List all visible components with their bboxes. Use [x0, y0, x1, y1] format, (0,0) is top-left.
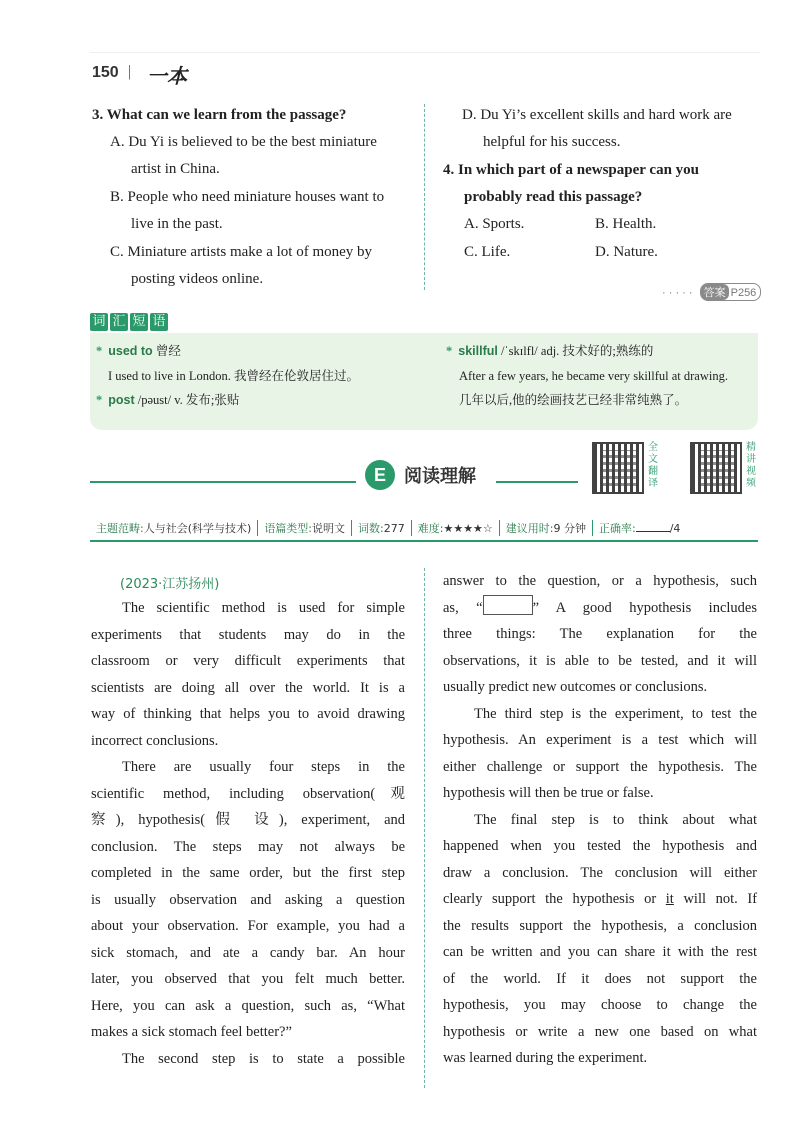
passage-line: The third step is the experiment, to test the	[474, 705, 757, 722]
vocab-box	[90, 333, 758, 430]
passage-line: answer to the question, or a hypothesis, such	[443, 573, 757, 589]
qr-translation-label: 全文翻译	[648, 442, 658, 489]
passage-left-column	[91, 595, 405, 1072]
section-letter-badge: E	[365, 460, 395, 490]
info-topic: 主题范畴:人与社会(科学与技术)	[90, 520, 258, 536]
accuracy-blank[interactable]	[636, 521, 670, 532]
passage-line: 察), hypothesis(假 设), experiment, and	[91, 812, 405, 828]
underlined-word-it: it	[665, 891, 674, 907]
q4-option-d: D. Nature.	[595, 244, 658, 260]
section-rule-left	[90, 481, 356, 483]
answer-dots: · · · · ·	[662, 287, 693, 299]
q3-option-d-cont: helpful for his success.	[483, 134, 621, 150]
q3-option-c-cont: posting videos online.	[131, 271, 264, 287]
vocab-title-char: 语	[150, 313, 168, 331]
passage-line: hypothesis, you may choose to change the	[443, 997, 757, 1013]
page-number: 150	[92, 64, 119, 81]
book-logo: 一本	[147, 64, 187, 88]
section-title: 阅读理解	[404, 466, 476, 487]
info-accuracy: 正确率: /4	[599, 522, 681, 535]
vocab-meaning: /pəust/ v. 发布;张贴	[137, 393, 240, 407]
passage-line: The scientific method is used for simple	[122, 600, 405, 616]
vocab-example: I used to live in London. 我曾经在伦敦居住过。	[108, 369, 360, 383]
q3-option-a-cont: artist in China.	[131, 161, 220, 177]
passage-line: draw a conclusion. The conclusion will either	[443, 864, 757, 881]
vocab-bullet: *	[96, 393, 103, 407]
passage-line: either challenge or support the hypothesis. The	[443, 758, 757, 775]
answer-blank-box[interactable]	[483, 595, 533, 615]
passage-line: of the world. If it does not support the	[443, 970, 757, 987]
page-header	[90, 60, 760, 90]
passage-line: observations, it is able to be tested, and it will	[443, 652, 757, 669]
qr-code-video[interactable]	[690, 442, 742, 494]
vocab-item-post	[96, 390, 239, 410]
passage-line: The final step is to think about what	[474, 811, 757, 828]
answer-page: P256	[730, 287, 757, 299]
passage-line: happened when you tested the hypothesis and	[443, 838, 757, 854]
vocab-word: used to	[108, 344, 153, 358]
vocab-title	[90, 313, 170, 331]
passage-line: is usually observation and asking a question	[91, 891, 405, 908]
info-difficulty: 难度:★★★★☆	[412, 520, 500, 536]
passage-line: incorrect conclusions.	[91, 732, 219, 749]
vocab-meaning: /ˈskɪlfl/ adj. 技术好的;熟练的	[500, 344, 654, 358]
header-rule	[90, 52, 760, 53]
vocab-word: skillful	[458, 344, 498, 358]
passage-line: can be written and you can share it with the rest	[443, 944, 757, 960]
q4-stem-cont: probably read this passage?	[464, 189, 643, 205]
passage-line: Here, you can ask a question, such as, “What	[91, 997, 405, 1014]
column-divider-bottom	[424, 568, 425, 1088]
vocab-title-char: 汇	[110, 313, 128, 331]
info-suggested-time: 建议用时:9 分钟	[500, 520, 593, 536]
passage-line: three things: The explanation for the	[443, 626, 757, 642]
passage-line: experiments that students may do in the	[91, 626, 405, 643]
passage-line-underlined: clearly support the hypothesis or it will not. If	[443, 891, 758, 907]
passage-right-column	[443, 568, 757, 1072]
q3-stem: 3. What can we learn from the passage?	[92, 107, 347, 123]
passage-line: sick stomach, and ate a candy bar. An hour	[91, 944, 405, 961]
passage-line: about your observation. For example, you had a	[91, 918, 405, 934]
q4-stem: 4. In which part of a newspaper can you	[443, 162, 700, 178]
passage-line-with-blank: as, “ ” A good hypothesis includes	[443, 595, 757, 622]
passage-info-bar	[90, 516, 758, 542]
info-word-count: 词数:277	[352, 520, 412, 536]
passage-line: classroom or very difficult experiments that	[91, 653, 405, 669]
passage-source: (2023·江苏扬州)	[120, 577, 220, 592]
q3-option-d: D. Du Yi’s excellent skills and hard work are	[462, 107, 732, 123]
page-separator: |	[128, 63, 132, 80]
vocab-bullet: *	[96, 344, 103, 358]
passage-line: makes a sick stomach feel better?”	[91, 1024, 292, 1040]
passage-line: hypothesis will then be true or false.	[443, 785, 654, 801]
passage-line: conclusion. The steps may not always be	[91, 838, 405, 855]
passage-line: was learned during the experiment.	[443, 1050, 648, 1066]
vocab-title-char: 短	[130, 313, 148, 331]
passage-line: usually predict new outcomes or conclusions.	[443, 679, 708, 695]
answer-reference[interactable]	[662, 283, 761, 301]
passage-line: There are usually four steps in the	[122, 759, 405, 775]
passage-line: the results support the hypothesis, a conclusion	[443, 917, 757, 934]
section-rule-right	[496, 481, 578, 483]
vocab-item-skillful	[446, 341, 653, 361]
answer-tag: 答案	[701, 284, 729, 300]
passage-line: hypothesis. An experiment is a test which will	[443, 732, 757, 748]
passage-line: scientific method, including observation(观	[91, 785, 405, 802]
q3-option-b: B. People who need miniature houses want to	[110, 189, 385, 205]
qr-code-translation[interactable]	[592, 442, 644, 494]
q3-option-c: C. Miniature artists make a lot of money by	[110, 244, 373, 260]
q4-option-c: C. Life.	[464, 244, 511, 260]
answer-badge[interactable]	[700, 283, 762, 301]
vocab-bullet: *	[446, 344, 453, 358]
passage-line: hypothesis or write a new one based on what	[443, 1023, 757, 1040]
info-text-type: 语篇类型:说明文	[258, 520, 352, 536]
vocab-word: post	[108, 393, 135, 407]
q4-option-b: B. Health.	[595, 216, 657, 232]
qr-video-label: 精讲视频	[746, 442, 756, 489]
vocab-example: After a few years, he became very skillful at drawing.	[459, 369, 728, 383]
vocab-meaning: 曾经	[155, 344, 181, 358]
vocab-item-used-to	[96, 341, 181, 361]
vocab-example-translation: 几年以后,他的绘画技艺已经非常纯熟了。	[459, 393, 688, 407]
vocab-title-char: 词	[90, 313, 108, 331]
passage-line: The second step is to state a possible	[122, 1050, 405, 1067]
passage-line: later, you observed that you felt much better.	[91, 971, 405, 987]
passage-line: completed in the same order, but the first step	[91, 865, 405, 881]
q4-option-a: A. Sports.	[464, 216, 525, 232]
q3-option-a: A. Du Yi is believed to be the best miniature	[110, 134, 377, 150]
passage-line: scientists are doing all over the world. It is a	[91, 679, 405, 696]
passage-line: way of thinking that helps you to avoid drawing	[91, 706, 405, 722]
q3-option-b-cont: live in the past.	[131, 216, 223, 232]
column-divider-top	[424, 104, 425, 290]
